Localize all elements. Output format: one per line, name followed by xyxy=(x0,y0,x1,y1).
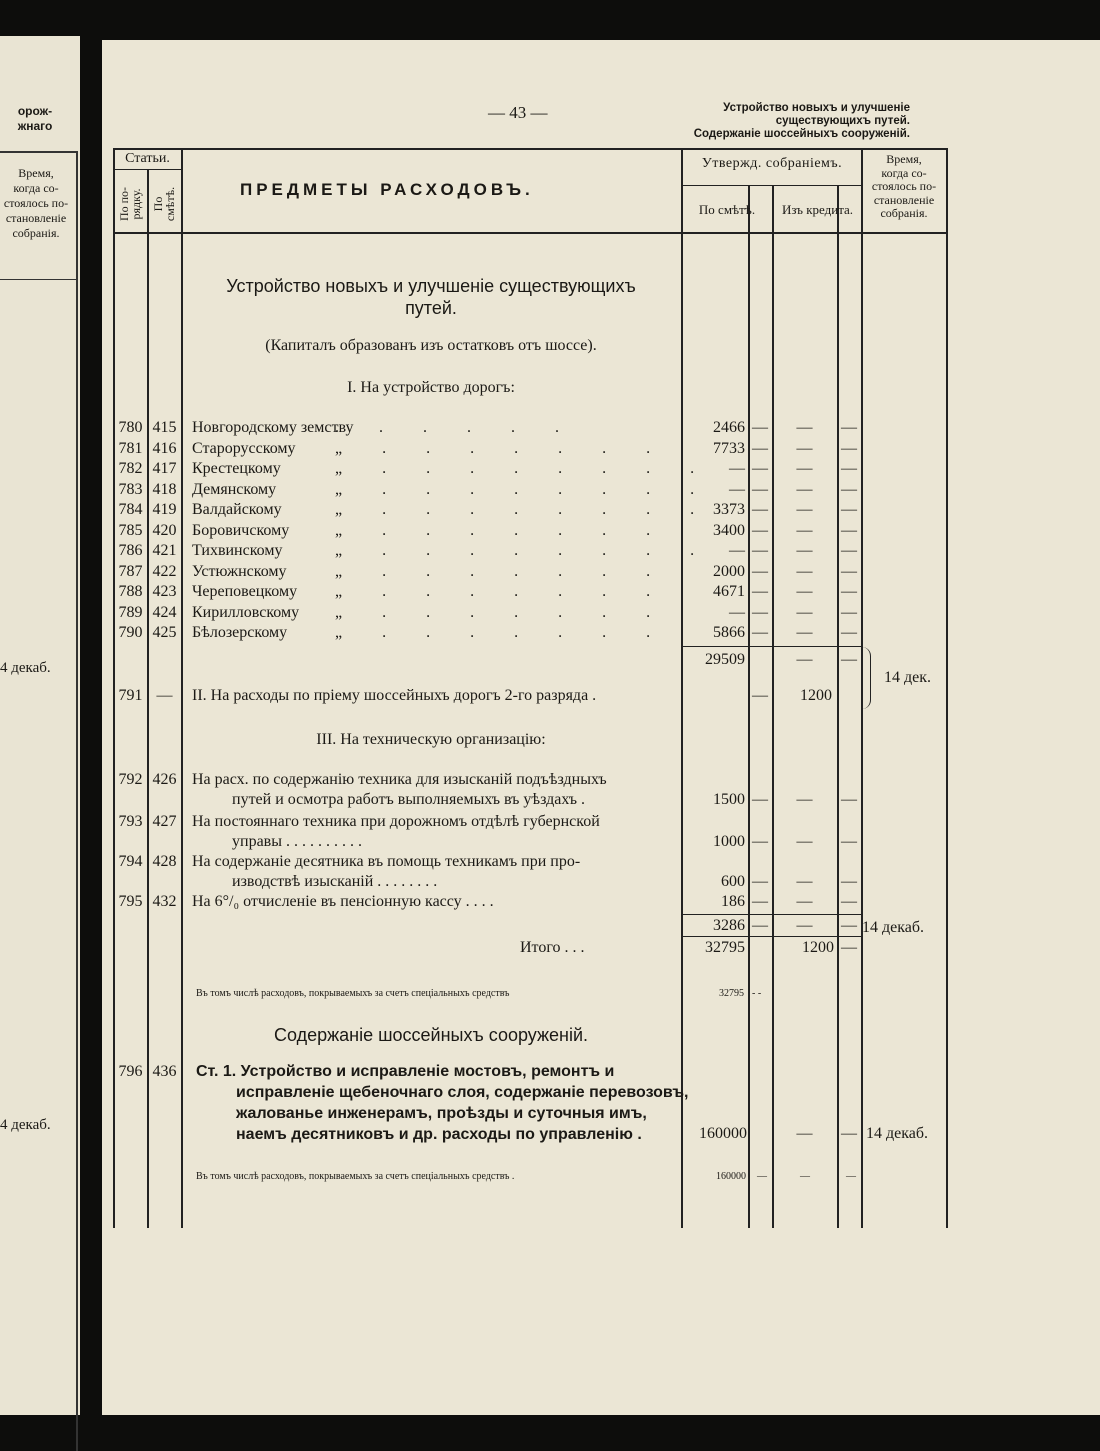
row-credit: — xyxy=(796,542,813,559)
row-credit-cents: — xyxy=(841,440,857,457)
row-791-est: — xyxy=(156,687,173,704)
row-estimate-number: 424 xyxy=(152,604,177,621)
row-sum: — xyxy=(729,460,745,477)
row-estimate-number: 420 xyxy=(152,522,177,539)
row-number: 782 xyxy=(118,460,143,477)
left-header-line-2: жнаго xyxy=(17,119,53,133)
row-number: 785 xyxy=(118,522,143,539)
row-number: 787 xyxy=(118,563,143,580)
header-articles: Статьи. xyxy=(125,151,170,166)
row-sum: 1000 xyxy=(713,833,745,850)
row-sum: 600 xyxy=(721,873,745,890)
special-funds-sum-2: 160000 xyxy=(716,1171,746,1182)
row-sum: — xyxy=(729,604,745,621)
row-text: Устюжнскому xyxy=(192,563,287,580)
row-estimate-number: 418 xyxy=(152,481,177,498)
header-by-estimate-col: По смѣтѣ. xyxy=(698,202,756,217)
running-title-line-2: существующихъ путей. xyxy=(775,115,910,127)
row-credit: — xyxy=(796,624,813,641)
row-number: 781 xyxy=(118,440,143,457)
row-credit: — xyxy=(796,460,813,477)
row-estimate-number: 419 xyxy=(152,501,177,518)
row-791-sum: — xyxy=(752,687,768,704)
left-col-vline xyxy=(76,151,78,1451)
total-rule xyxy=(681,936,861,937)
left-note-2: 4 декаб. xyxy=(0,1117,51,1133)
row-credit: — xyxy=(796,873,813,890)
row-text: Валдайскому xyxy=(192,501,282,518)
row-text-line-1: На содержаніе десятника въ помощь техникамъ при про- xyxy=(192,853,581,870)
left-header-line-1: орож- xyxy=(17,104,53,118)
row-credit-cents: — xyxy=(841,522,857,539)
row-number: 792 xyxy=(118,771,143,788)
row-credit-cents: — xyxy=(841,893,857,910)
row-text: Боровичскому xyxy=(192,522,290,539)
row-dots: „ . . . . . . . xyxy=(335,440,669,457)
header-subjects: ПРЕДМЕТЫ РАСХОДОВЪ. xyxy=(240,180,534,199)
brace-note: 14 дек. xyxy=(884,669,932,686)
subsection-1-title: I. На устройство дорогъ: xyxy=(347,379,515,396)
header-approved: Утвержд. собраніемъ. xyxy=(701,156,843,171)
row-credit: — xyxy=(796,833,813,850)
row-number: 795 xyxy=(118,893,143,910)
running-title-line-3: Содержаніе шоссейныхъ сооруженій. xyxy=(693,128,910,140)
total-label: Итого . . . xyxy=(520,939,585,956)
row-text: Тихвинскому xyxy=(192,542,283,559)
special-funds-dash-2a: — xyxy=(757,1171,767,1182)
row-credit-cents: — xyxy=(841,791,857,808)
row-sum: 2466 xyxy=(713,419,745,436)
row-dots: „ . . . . . . . . xyxy=(335,542,713,559)
subtotal3-sum: 3286 xyxy=(713,917,745,934)
total-sum: 32795 xyxy=(705,939,745,956)
running-title-line-1: Устройство новыхъ и улучшеніе xyxy=(723,102,910,114)
row-number: 794 xyxy=(118,853,143,870)
row-credit: — xyxy=(796,419,813,436)
row-sum-cents: — xyxy=(752,604,768,621)
row-sum-cents: — xyxy=(752,460,768,477)
row-credit-cents: — xyxy=(841,873,857,890)
header-time: Время, когда со- стоялось по- становленіе собранія. xyxy=(871,152,937,220)
left-header-partial xyxy=(0,104,70,134)
subsection-3-title: III. На техническую организацію: xyxy=(316,731,546,748)
row-sum-cents: — xyxy=(752,542,768,559)
row-sum-cents: — xyxy=(752,501,768,518)
col-line-sum-cents xyxy=(748,186,750,1228)
col-line-right xyxy=(946,148,948,1228)
row-sum: 4671 xyxy=(713,583,745,600)
subtotal3-credit: — xyxy=(796,917,813,934)
row-number: 786 xyxy=(118,542,143,559)
table-header-bottom-rule xyxy=(113,232,946,234)
approved-header-rule xyxy=(681,185,861,186)
row-sum-cents: — xyxy=(752,893,768,910)
row-sum-cents: — xyxy=(752,419,768,436)
col-line-credit xyxy=(772,186,774,1228)
row-sum: 1500 xyxy=(713,791,745,808)
row-sum: 3400 xyxy=(713,522,745,539)
row-estimate-number: 415 xyxy=(152,419,177,436)
special-funds-dash-2c: — xyxy=(846,1171,856,1182)
row-796-line-4: наемъ десятниковъ и др. расходы по управленію . xyxy=(236,1126,642,1143)
row-number: 793 xyxy=(118,813,143,830)
header-from-credit: Изъ кредита. xyxy=(781,202,854,217)
row-dots: „ . . . . . . . . xyxy=(335,501,713,518)
row-796-note: 14 декаб. xyxy=(866,1125,929,1142)
row-text: Череповецкому xyxy=(192,583,298,600)
row-sum: — xyxy=(729,542,745,559)
section-title-maintenance: Содержаніе шоссейныхъ сооруженій. xyxy=(273,1025,589,1045)
row-text-line-2: путей и осмотра работъ выполняемыхъ въ уѣздахъ . xyxy=(232,791,586,808)
subtotal1-credit-cents: — xyxy=(841,651,857,668)
row-estimate-number: 428 xyxy=(152,853,177,870)
header-by-order: По по- рядку. xyxy=(117,186,143,222)
row-number: 788 xyxy=(118,583,143,600)
row-text: Кирилловскому xyxy=(192,604,300,621)
capital-note: (Капиталъ образованъ изъ остатковъ отъ шоссе). xyxy=(265,337,597,354)
special-funds-label-2: Въ томъ числѣ расходовъ, покрываемыхъ за счетъ спеціальныхъ средствъ . xyxy=(196,1171,515,1182)
header-by-estimate: По смѣтѣ. xyxy=(151,186,177,222)
document-page xyxy=(102,40,1100,1415)
row-credit: — xyxy=(796,791,813,808)
row-number: 780 xyxy=(118,419,143,436)
row-text-line-2: управы . . . . . . . . . . xyxy=(232,833,362,850)
row-sum-cents: — xyxy=(752,481,768,498)
row-text-line-2: изводствѣ изысканій . . . . . . . . xyxy=(232,873,438,890)
row-estimate-number: 425 xyxy=(152,624,177,641)
row-sum-cents: — xyxy=(752,563,768,580)
row-credit-cents: — xyxy=(841,624,857,641)
row-text: Крестецкому xyxy=(192,460,281,477)
row-text-line-1: На расх. по содержанію техника для изысканій подъѣздныхъ xyxy=(192,771,607,788)
row-credit: — xyxy=(796,893,813,910)
left-col-top-rule xyxy=(0,151,78,153)
row-dots: „ . . . . . . . . xyxy=(335,460,713,477)
row-estimate-number: 423 xyxy=(152,583,177,600)
row-sum-cents: — xyxy=(752,440,768,457)
row-credit-cents: — xyxy=(841,460,857,477)
row-estimate-number: 416 xyxy=(152,440,177,457)
row-text: Демянскому xyxy=(192,481,277,498)
row-sum: 186 xyxy=(721,893,745,910)
row-text-line-1: На постояннаго техника при дорожномъ отдѣлѣ губернской xyxy=(192,813,600,830)
row-credit-cents: — xyxy=(841,833,857,850)
row-dots: „ . . . . . . . xyxy=(335,624,669,641)
row-credit-cents: — xyxy=(841,583,857,600)
special-funds-sum-1: 32795 xyxy=(719,988,744,999)
row-credit-cents: — xyxy=(841,563,857,580)
row-796-line-2: исправленіе щебеночнаго слоя, содержаніе перевозовъ, xyxy=(236,1084,689,1101)
row-791-no: 791 xyxy=(118,687,143,704)
row-text: Старорусскому xyxy=(192,440,296,457)
row-791-credit: 1200 xyxy=(800,687,832,704)
subtotal1-sum: 29509 xyxy=(705,651,745,668)
subtotal1-rule xyxy=(681,646,861,647)
row-dots: „ . . . . . . . xyxy=(335,563,669,580)
table-top-rule xyxy=(113,148,946,150)
row-sum-cents: — xyxy=(752,624,768,641)
left-page-fragment xyxy=(0,36,80,1415)
row-791-text: II. На расходы по пріему шоссейныхъ дорогъ 2-го разряда . xyxy=(192,687,597,704)
row-credit-cents: — xyxy=(841,419,857,436)
row-dots: „ . . . . . . . xyxy=(335,604,669,621)
row-sum: 2000 xyxy=(713,563,745,580)
row-number: 783 xyxy=(118,481,143,498)
row-credit-cents: — xyxy=(841,501,857,518)
row-sum: — xyxy=(729,481,745,498)
row-estimate-number: 426 xyxy=(152,771,177,788)
left-col-header-rule xyxy=(0,279,78,280)
row-796-credit-cents: — xyxy=(841,1125,857,1142)
row-sum-cents: — xyxy=(752,522,768,539)
row-dots: . . . . . . xyxy=(335,419,577,436)
row-estimate-number: 417 xyxy=(152,460,177,477)
section-title-roads: Устройство новыхъ и улучшеніе существующихъ путей. xyxy=(226,276,636,318)
special-funds-label-1: Въ томъ числѣ расходовъ, покрываемыхъ за счетъ спеціальныхъ средствъ xyxy=(196,988,510,999)
subtotal3-rule xyxy=(681,914,861,915)
row-sum: 3373 xyxy=(713,501,745,518)
row-credit: — xyxy=(796,604,813,621)
subtotal3-note: 14 декаб. xyxy=(862,919,925,936)
row-dots: „ . . . . . . . . xyxy=(335,481,713,498)
total-credit: 1200 xyxy=(802,939,834,956)
row-estimate-number: 427 xyxy=(152,813,177,830)
running-title xyxy=(650,102,910,141)
page-number: — 43 — xyxy=(488,103,548,122)
left-note-1: 4 декаб. xyxy=(0,660,51,676)
row-796-line-1: Ст. 1. Устройство и исправленіе мостовъ, ремонтъ и xyxy=(196,1063,615,1080)
row-dots: „ . . . . . . . xyxy=(335,522,669,539)
row-text-line-1: На 6°/₀ отчисленіе въ пенсіонную кассу . . . . xyxy=(192,893,494,910)
row-credit: — xyxy=(796,563,813,580)
row-credit: — xyxy=(796,501,813,518)
row-sum-cents: — xyxy=(752,791,768,808)
row-credit-cents: — xyxy=(841,481,857,498)
col-line-credit-cents xyxy=(837,186,839,1228)
special-funds-dash-1: - - xyxy=(752,988,762,999)
row-sum-cents: — xyxy=(752,583,768,600)
row-number: 789 xyxy=(118,604,143,621)
col-line-subjects xyxy=(681,148,683,1228)
row-796-line-3: жалованье инженерамъ, проѣзды и суточныя имъ, xyxy=(236,1105,647,1122)
row-credit: — xyxy=(796,440,813,457)
row-number: 784 xyxy=(118,501,143,518)
row-credit: — xyxy=(796,522,813,539)
row-796-credit: — xyxy=(796,1125,813,1142)
row-sum: 5866 xyxy=(713,624,745,641)
row-sum-cents: — xyxy=(752,873,768,890)
brace xyxy=(862,647,871,709)
row-text: Новгородскому земству xyxy=(192,419,354,436)
row-text: Бѣлозерскому xyxy=(192,624,288,641)
row-796-no: 796 xyxy=(118,1063,143,1080)
row-dots: „ . . . . . . . xyxy=(335,583,669,600)
subtotal3-sum-cents: — xyxy=(752,917,768,934)
left-col-header: Время, когда со- стоялось по- становленіе собранія. xyxy=(3,166,69,240)
row-sum-cents: — xyxy=(752,833,768,850)
row-number: 790 xyxy=(118,624,143,641)
row-credit: — xyxy=(796,583,813,600)
row-sum: 7733 xyxy=(713,440,745,457)
row-796-sum: 160000 xyxy=(699,1125,747,1142)
row-796-est: 436 xyxy=(152,1063,177,1080)
row-credit-cents: — xyxy=(841,542,857,559)
row-credit: — xyxy=(796,481,813,498)
subtotal1-credit: — xyxy=(796,651,813,668)
row-estimate-number: 421 xyxy=(152,542,177,559)
total-credit-cents: — xyxy=(841,939,857,956)
row-credit-cents: — xyxy=(841,604,857,621)
subtotal3-credit-cents: — xyxy=(841,917,857,934)
row-estimate-number: 422 xyxy=(152,563,177,580)
row-estimate-number: 432 xyxy=(152,893,177,910)
special-funds-dash-2b: — xyxy=(800,1171,810,1182)
